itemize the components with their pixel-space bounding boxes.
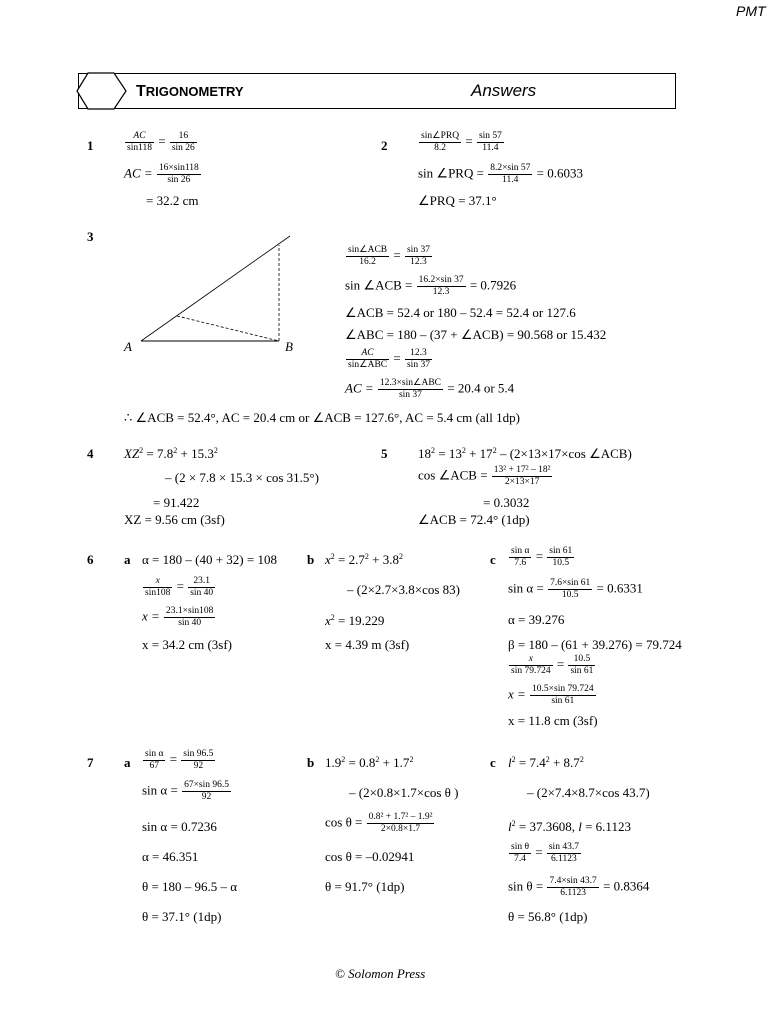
q6-c-line-6: x = $\frac{10.5\times\sin 79.724}{\sin 61}$ (508, 684, 594, 706)
q3-line-5: AC sin∠ABC = $\frac{12.3}{\sin 37}$ (348, 348, 430, 370)
q3-conclusion: ∴ ∠ACB = 52.4°, AC = 20.4 cm or ∠ACB = 127.6°, AC = 5.4 cm (all 1dp) (124, 410, 520, 425)
q7-a-line-6: θ = 37.1° (1dp) (142, 909, 222, 924)
q7-c-line-3: $l^2 = 37.3608$, l = 6.1123 (508, 819, 631, 834)
q6-b-line-4: x = 4.39 m (3sf) (325, 637, 410, 652)
q6-a-line-2: $\frac{x}{\sin 108}$ = $\frac{23.1}{\sin 40}$ (145, 576, 214, 598)
q4-number: 4 (87, 446, 94, 461)
q2-number: 2 (381, 138, 388, 153)
q6-c-line-2: sin α = $\frac{7.6\times\sin 61}{10.5}$ = 0.6331 (508, 578, 643, 600)
q6-b-line-3: $x^2 = 19.229$ (325, 613, 385, 628)
q7-part-b-label: b (307, 755, 315, 770)
q7-b-line-4: cos θ = –0.02941 (325, 849, 415, 864)
q6-part-a-label: a (124, 552, 131, 567)
title-first-letter: T (136, 83, 146, 100)
q2-line-1: sin∠PRQ 8.2 = $\frac{\sin 57}{11.4}$ (421, 131, 502, 153)
q6-c-line-1: $\frac{\text{sin α}}{7.6}$ = $\frac{\sin 61}{10.5}$ (511, 546, 573, 568)
q7-c-line-5: sin θ = $\frac{7.4\times\sin 43.7}{6.1123}$ = 0.8364 (508, 876, 650, 898)
q7-part-a-label: a (124, 755, 131, 770)
q6-c-line-3: α = 39.276 (508, 612, 565, 627)
q6-number: 6 (87, 552, 94, 567)
q7-c-line-4: $\frac{\text{sin θ}}{7.4}$ = $\frac{\sin 43.7}{6.1123}$ (511, 842, 579, 864)
q5-number: 5 (381, 446, 388, 461)
q4-line-2: – (2 × 7.8 × 15.3 × cos 31.5°) (165, 470, 319, 485)
q7-b-line-2: – (2×0.8×1.7×cos θ ) (349, 785, 459, 800)
q6-a-line-1: α = 180 – (40 + 32) = 108 (142, 552, 277, 567)
q6-a-line-3: x = $\frac{23.1\times\sin 108}{\sin 40}$ (142, 606, 214, 628)
q6-part-c-label: c (490, 552, 496, 567)
q6-c-line-7: x = 11.8 cm (3sf) (508, 713, 598, 728)
q4-line-4: XZ = 9.56 cm (3sf) (124, 512, 225, 527)
q1-line-2: AC = $\frac{16\times\sin 118}{\sin 26}$ (124, 163, 199, 185)
q3-line-4: ∠ABC = 180 – (37 + ∠ACB) = 90.568 or 15.432 (345, 327, 607, 342)
q2-line-3: ∠PRQ = 37.1° (418, 193, 497, 208)
q7-a-line-2: sin α = $\frac{67\times\sin 96.5}{92}$ (142, 780, 230, 802)
page-footer: © Solomon Press (335, 966, 426, 981)
q4-line-3: = 91.422 (153, 495, 200, 510)
q5-line-1: $18^2 = 13^2 + 17^2 - (2\times 13\times 17\times\cos$ ∠ACB) (418, 446, 632, 461)
q7-c-line-1: $l^2 = 7.4^2 + 8.7^2$ (508, 755, 584, 770)
triangle-diagram (120, 230, 310, 360)
label-b: B (285, 339, 293, 354)
q3-line-1: sin∠ACB 16.2 = $\frac{\sin 37}{12.3}$ (348, 245, 430, 267)
q7-c-line-2: – (2×7.4×8.7×cos 43.7) (527, 785, 650, 800)
q3-line-2: sin ∠ACB = $\frac{16.2\times\sin 37}{12.3}$ = 0.7926 (345, 275, 517, 297)
q4-line-1: $XZ^2 = 7.8^2 + 15.3^2$ (124, 446, 218, 461)
title-rest: RIGONOMETRY (145, 84, 244, 99)
q3-line-6: AC = 12.3×sin∠ABC sin 37 = 20.4 or 5.4 (345, 378, 515, 400)
q6-b-line-1: $x^2 = 2.7^2 + 3.8^2$ (325, 552, 403, 567)
corner-label: PMT (736, 3, 766, 19)
q7-a-line-4: α = 46.351 (142, 849, 199, 864)
q7-a-line-1: $\frac{\text{sin α}}{67}$ = $\frac{\sin 96.5}{92}$ (145, 749, 214, 771)
q2-line-2: sin ∠PRQ = $\frac{8.2\times\sin 57}{11.4}$ = 0.6033 (418, 163, 583, 185)
hexagon-icon (76, 72, 130, 110)
page-title (136, 84, 244, 100)
q7-b-line-5: θ = 91.7° (1dp) (325, 879, 405, 894)
q1-number: 1 (87, 138, 94, 153)
q7-a-line-5: θ = 180 – 96.5 – α (142, 879, 238, 894)
q6-a-line-4: x = 34.2 cm (3sf) (142, 637, 233, 652)
q5-line-4: ∠ACB = 72.4° (1dp) (418, 512, 530, 527)
q7-a-line-3: sin α = 0.7236 (142, 819, 217, 834)
q3-line-3: ∠ACB = 52.4 or 180 – 52.4 = 52.4 or 127.6 (345, 305, 576, 320)
q3-number: 3 (87, 229, 94, 244)
q7-number: 7 (87, 755, 94, 770)
q1-line-1: $\frac{AC}{\sin 118}$ = $\frac{16}{\sin 26}$ (127, 131, 195, 153)
page-subtitle: Answers (471, 81, 537, 100)
q7-b-line-3: cos θ = $\frac{\text{0.8² + 1.7² – 1.9²}}{2\times 0.8\times 1.7}$ (325, 812, 433, 834)
q5-line-3: = 0.3032 (483, 495, 530, 510)
q7-c-line-6: θ = 56.8° (1dp) (508, 909, 588, 924)
q6-c-line-5: $\frac{x}{\sin 79.724}$ = $\frac{10.5}{\sin 61}$ (511, 654, 594, 676)
q5-line-2: cos ∠ACB = $\frac{\text{13² + 17² – 18²}}{2\times 13\times 17}$ (418, 465, 551, 487)
q7-part-c-label: c (490, 755, 496, 770)
q1-line-3: = 32.2 cm (146, 193, 199, 208)
q7-b-line-1: $1.9^2 = 0.8^2 + 1.7^2$ (325, 755, 414, 770)
label-a: A (124, 339, 132, 354)
q6-part-b-label: b (307, 552, 315, 567)
q6-c-line-4: β = 180 – (61 + 39.276) = 79.724 (508, 637, 682, 652)
q6-b-line-2: – (2×2.7×3.8×cos 83) (347, 582, 460, 597)
